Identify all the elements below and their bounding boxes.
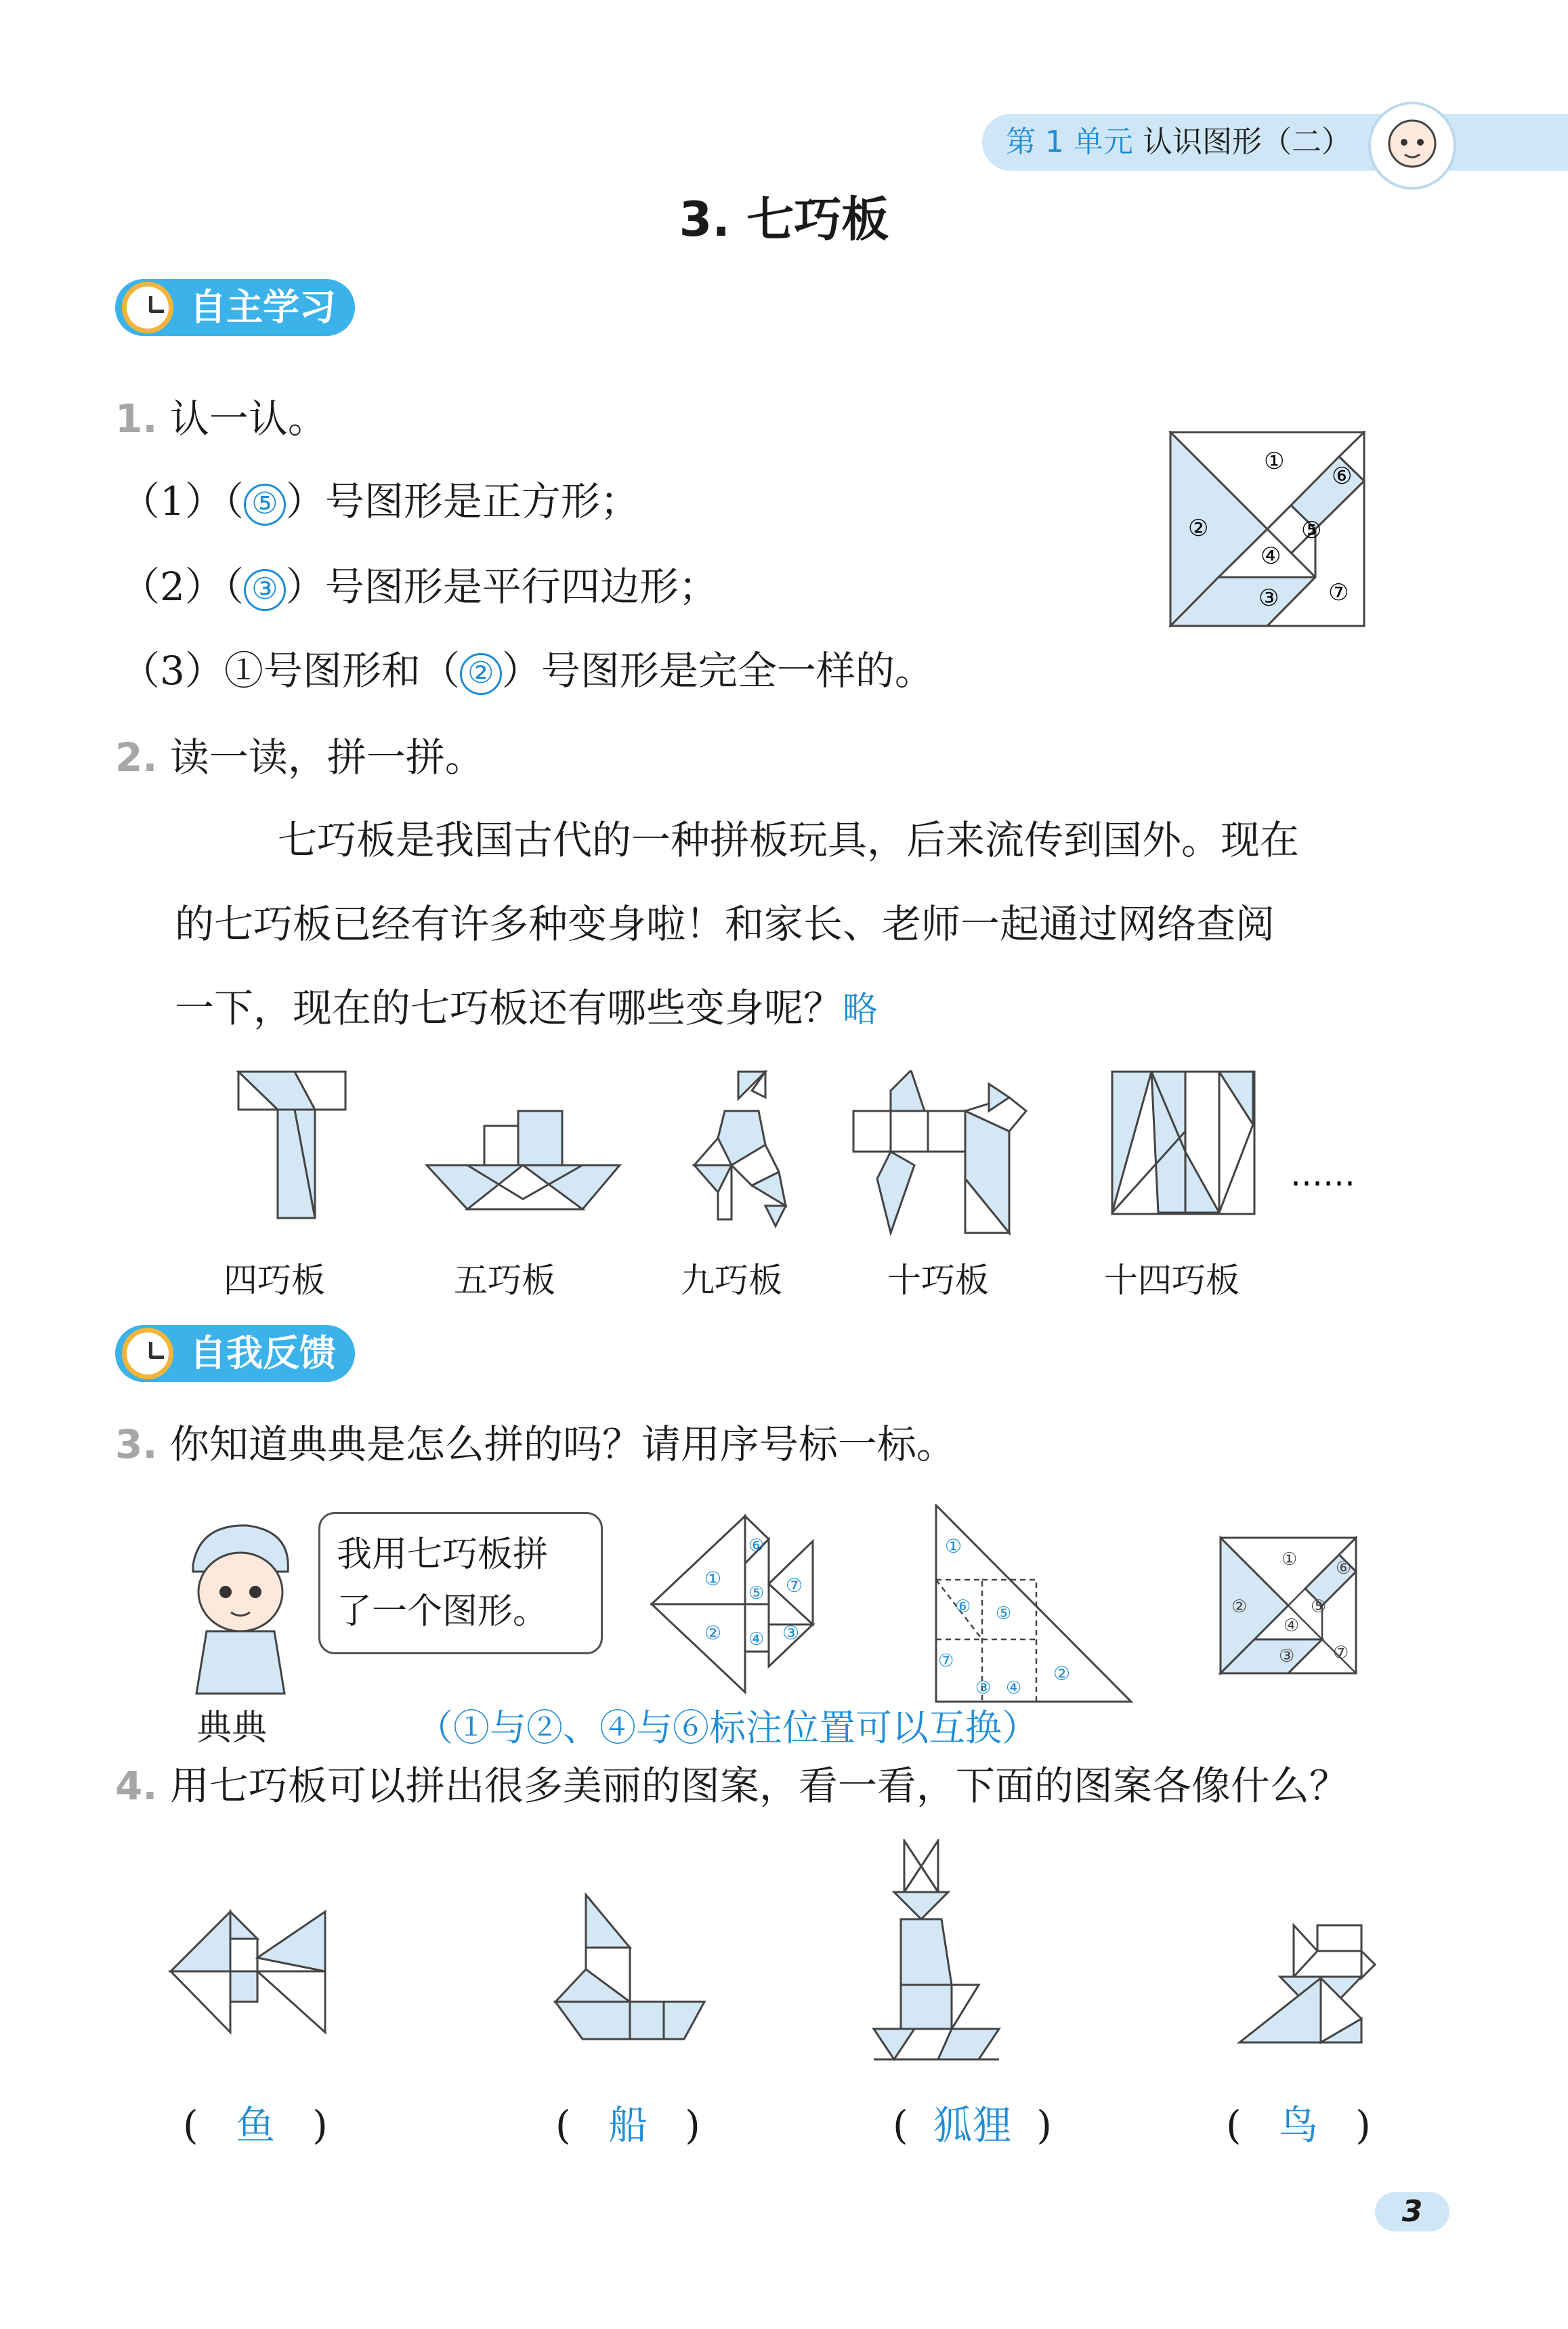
svg-text:④: ④	[748, 1629, 765, 1650]
q2-para-3-text: 一下，现在的七巧板还有哪些变身呢？	[175, 985, 843, 1031]
variants-ellipsis: ……	[1290, 1156, 1355, 1194]
fourteen-piece-figure	[1112, 1072, 1254, 1214]
q4-answer-1-text: 鱼	[235, 2102, 275, 2148]
q1-text: 认一认。	[169, 396, 327, 442]
q4-figures	[163, 1839, 1422, 2083]
four-piece-figure	[238, 1072, 345, 1218]
q4-bird-figure	[1239, 1925, 1375, 2042]
q4-answer-4-text: 鸟	[1278, 2102, 1318, 2148]
section-feedback-label: 自我反馈	[115, 1325, 355, 1382]
variant-label-4: 四巧板	[224, 1261, 325, 1300]
q1-answer-2: ③	[244, 569, 286, 611]
q1-line-2	[121, 560, 718, 614]
svg-text:⑦: ⑦	[1333, 1643, 1349, 1663]
q1-answer-3: ②	[460, 653, 502, 695]
bubble-line-1: 我用七巧板拼	[337, 1534, 549, 1575]
tangram-label-1: ①	[1264, 448, 1285, 475]
svg-text:⑤: ⑤	[996, 1603, 1012, 1624]
q4-answer-2-text: 船	[608, 2102, 648, 2148]
q3-note: （①与②、④与⑥标注位置可以互换）	[417, 1706, 1038, 1749]
q1-number: 1.	[115, 396, 158, 442]
page-title: 3. 七巧板	[679, 192, 889, 247]
svg-text:⑥: ⑥	[955, 1597, 971, 1617]
variant-label-14: 十四巧板	[1104, 1261, 1239, 1300]
tangram-label-7: ⑦	[1328, 579, 1349, 606]
svg-text:②: ②	[704, 1622, 722, 1644]
svg-text:⑥: ⑥	[1336, 1558, 1352, 1578]
q3-number: 3.	[115, 1421, 158, 1467]
fish-figure	[652, 1516, 813, 1692]
svg-text:④: ④	[1006, 1678, 1022, 1698]
q2-number: 2.	[115, 734, 158, 780]
variant-label-5: 五巧板	[454, 1261, 555, 1300]
unit-header	[1006, 121, 1351, 164]
tangram-label-4: ④	[1260, 543, 1281, 570]
svg-text:⑥: ⑥	[748, 1536, 765, 1556]
tangram-label-3: ③	[1258, 585, 1279, 612]
q4-number: 4.	[115, 1763, 158, 1809]
q1-l3-pre: （3）①号图形和（	[121, 648, 460, 694]
q4-answer-2: ( 船 )	[555, 2102, 700, 2148]
section-feedback	[115, 1325, 355, 1382]
q2-text: 读一读，拼一拼。	[169, 734, 484, 780]
svg-text:①: ①	[945, 1535, 962, 1557]
unit-topic: 认识图形（二）	[1142, 125, 1351, 159]
svg-text:⑦: ⑦	[938, 1651, 954, 1671]
triangle-figure	[936, 1505, 1131, 1702]
q1-l1-pre: （1）（	[121, 478, 244, 524]
variant-label-10: 十巧板	[887, 1261, 989, 1300]
q1-l3-post: ）号图形是完全一样的。	[501, 648, 934, 694]
svg-text:⑤: ⑤	[1311, 1597, 1327, 1617]
q4-fish-figure	[171, 1912, 325, 2032]
q2-paragraph	[121, 798, 1462, 1052]
variant-label-9: 九巧板	[681, 1261, 782, 1300]
q1-prompt	[115, 392, 327, 446]
character-name: 典典	[196, 1708, 268, 1748]
nine-piece-figure	[694, 1072, 786, 1226]
q4-answer-4: ( 鸟 )	[1226, 2102, 1371, 2148]
q4-fox-figure	[874, 1841, 999, 2059]
q1-l2-post: ）号图形是平行四边形；	[285, 564, 718, 610]
svg-text:①: ①	[704, 1568, 722, 1590]
tangram-label-6: ⑥	[1332, 463, 1353, 490]
svg-text:④: ④	[1284, 1616, 1300, 1636]
svg-text:②: ②	[1231, 1597, 1248, 1617]
svg-text:⑦: ⑦	[786, 1574, 803, 1597]
q2-prompt	[115, 730, 484, 784]
clock-icon	[122, 282, 173, 333]
q1-answer-1: ⑤	[244, 484, 286, 526]
tangram-diagram	[1169, 431, 1365, 627]
ten-piece-figure	[853, 1070, 1026, 1233]
character-diandian-icon	[173, 1517, 308, 1700]
q1-line-3	[121, 644, 934, 698]
five-piece-figure	[427, 1111, 620, 1209]
svg-text:③: ③	[1279, 1646, 1295, 1666]
page-number: 3	[1375, 2192, 1449, 2231]
q2-para-line-1: 七巧板是我国古代的一种拼板玩具，后来流传到国外。现在	[278, 817, 1300, 863]
q3-prompt	[115, 1417, 956, 1471]
tangram-label-5: ⑤	[1301, 517, 1322, 544]
unit-number: 第 1 单元	[1006, 125, 1133, 159]
q3-text: 你知道典典是怎么拼的吗？请用序号标一标。	[169, 1421, 956, 1467]
q4-text: 用七巧板可以拼出很多美丽的图案，看一看，下面的图案各像什么？	[169, 1763, 1349, 1809]
svg-text:①: ①	[1281, 1549, 1298, 1570]
section-self-study-label: 自主学习	[115, 279, 355, 336]
q4-answer-3: ( 狐狸 )	[893, 2102, 1053, 2148]
mascot-avatar-icon	[1368, 102, 1456, 190]
bubble-line-2: 了一个图形。	[337, 1591, 549, 1632]
q1-line-1	[121, 474, 639, 528]
q1-l1-post: ）号图形是正方形；	[285, 478, 639, 524]
q2-para-line-3	[121, 966, 1462, 1052]
tangram-variants	[230, 1070, 1382, 1246]
q4-boat-figure	[555, 1895, 704, 2039]
svg-text:③: ③	[975, 1678, 992, 1698]
q2-answer: 略	[843, 990, 878, 1030]
speech-bubble	[318, 1512, 603, 1654]
svg-text:③: ③	[782, 1622, 800, 1644]
clock-icon	[122, 1328, 173, 1379]
q3-figures	[650, 1504, 1361, 1707]
svg-text:②: ②	[1053, 1662, 1071, 1685]
section-self-study	[115, 279, 355, 336]
q2-para-line-2: 的七巧板已经有许多种变身啦！和家长、老师一起通过网络查阅	[175, 901, 1275, 947]
tangram-label-2: ②	[1188, 515, 1209, 542]
q1-l2-pre: （2）（	[121, 564, 244, 610]
q4-answer-1: ( 鱼 )	[183, 2102, 328, 2148]
q4-prompt	[115, 1759, 1349, 1813]
reference-tangram	[1221, 1538, 1356, 1673]
q4-answer-3-text: 狐狸	[933, 2102, 1012, 2148]
svg-text:⑤: ⑤	[748, 1583, 765, 1603]
